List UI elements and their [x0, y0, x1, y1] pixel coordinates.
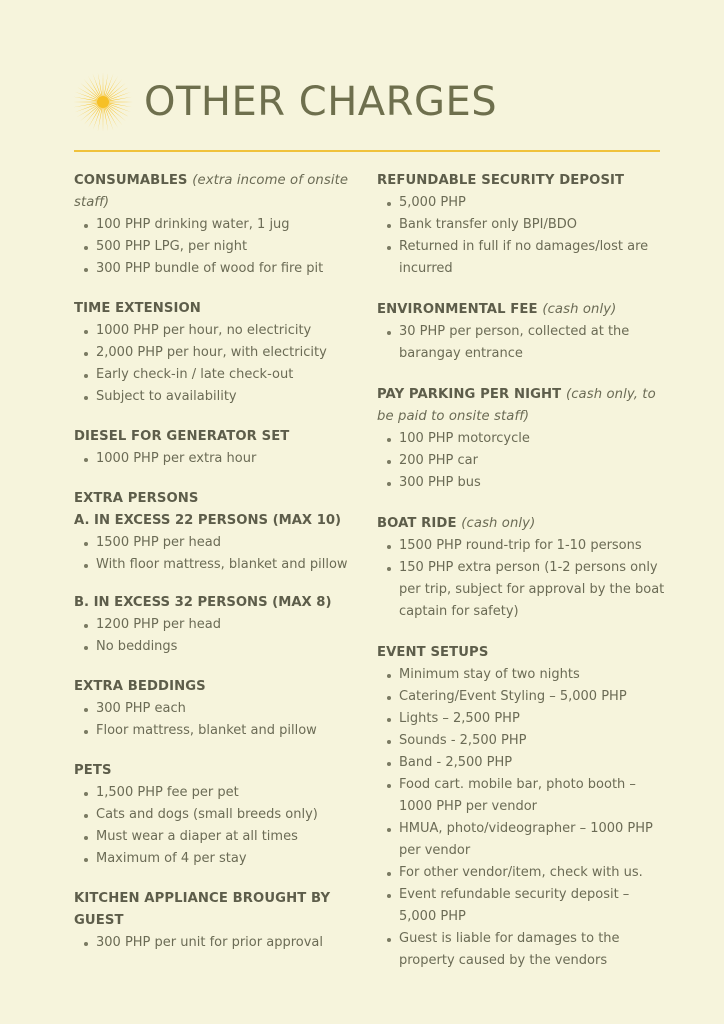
section-heading: ENVIRONMENTAL FEE (cash only)	[377, 302, 617, 317]
section-heading: REFUNDABLE SECURITY DEPOSIT	[377, 173, 625, 188]
bullet-list	[74, 698, 360, 742]
sun-ray	[103, 107, 104, 132]
bullet-list	[377, 664, 667, 972]
kitchen-section	[74, 888, 360, 954]
parking-section	[377, 384, 667, 494]
list-item: Sounds - 2,500 PHP	[377, 730, 667, 752]
bullet-list	[74, 214, 360, 280]
sun-icon	[72, 71, 134, 133]
list-item: Band - 2,500 PHP	[377, 752, 667, 774]
section-heading: DIESEL FOR GENERATOR SET	[74, 429, 290, 444]
heading-note: (cash only)	[542, 302, 617, 317]
list-item: 30 PHP per person, collected at the barangay entrance	[377, 321, 667, 365]
list-item: Food cart. mobile bar, photo booth – 1000 PHP per vendor	[377, 774, 667, 818]
bullet-list	[377, 535, 667, 623]
extra-persons-section	[74, 488, 360, 658]
bullet-list	[74, 320, 360, 408]
list-item: Bank transfer only BPI/BDO	[377, 214, 667, 236]
section-heading: EXTRA PERSONS	[74, 491, 199, 506]
section-heading: TIME EXTENSION	[74, 301, 201, 316]
list-item: With floor mattress, blanket and pillow	[74, 554, 360, 576]
list-item: 300 PHP bus	[377, 472, 667, 494]
list-item: 150 PHP extra person (1-2 persons only per trip, subject for approval by the boat captain for safety)	[377, 557, 667, 623]
list-item: 1000 PHP per hour, no electricity	[74, 320, 360, 342]
bullet-list	[74, 782, 360, 870]
diesel-section	[74, 426, 360, 470]
subheading: B. IN EXCESS 32 PERSONS (MAX 8)	[74, 595, 332, 610]
heading-note: (cash only)	[461, 516, 536, 531]
page-header	[72, 70, 497, 134]
consumables-section	[74, 170, 360, 280]
list-item: Maximum of 4 per stay	[74, 848, 360, 870]
list-item: 100 PHP drinking water, 1 jug	[74, 214, 360, 236]
section-heading: EXTRA BEDDINGS	[74, 679, 206, 694]
section-heading: PETS	[74, 763, 112, 778]
list-item: No beddings	[74, 636, 360, 658]
sun-ray	[103, 72, 104, 97]
sun-ray	[73, 102, 98, 103]
bullet-list	[377, 192, 667, 280]
list-item: 200 PHP car	[377, 450, 667, 472]
list-item: 1,500 PHP fee per pet	[74, 782, 360, 804]
section-heading: CONSUMABLES (extra income of onsite staff)	[74, 173, 349, 210]
subheading: A. IN EXCESS 22 PERSONS (MAX 10)	[74, 513, 342, 528]
pets-section	[74, 760, 360, 870]
list-item: Catering/Event Styling – 5,000 PHP	[377, 686, 667, 708]
list-item: Returned in full if no damages/lost are incurred	[377, 236, 667, 280]
boat-ride-section	[377, 513, 667, 623]
list-item: Subject to availability	[74, 386, 360, 408]
list-item: For other vendor/item, check with us.	[377, 862, 667, 884]
time-extension-section	[74, 298, 360, 408]
section-heading: PAY PARKING PER NIGHT (cash only, to be paid to onsite staff)	[377, 387, 656, 424]
list-item: Event refundable security deposit – 5,000 PHP	[377, 884, 667, 928]
heading-note: (cash only, to be paid to onsite staff)	[377, 387, 656, 424]
list-item: Cats and dogs (small breeds only)	[74, 804, 360, 826]
divider	[74, 150, 660, 152]
event-setups-section	[377, 642, 667, 972]
list-item: 300 PHP per unit for prior approval	[74, 932, 360, 954]
left-column	[74, 170, 360, 972]
sun-core	[97, 96, 109, 108]
list-item: 300 PHP each	[74, 698, 360, 720]
bullet-list	[74, 448, 360, 470]
environmental-fee-section	[377, 299, 667, 365]
bullet-list	[74, 932, 360, 954]
list-item: Floor mattress, blanket and pillow	[74, 720, 360, 742]
bullet-list	[377, 428, 667, 494]
list-item: 1000 PHP per extra hour	[74, 448, 360, 470]
section-heading: EVENT SETUPS	[377, 645, 489, 660]
list-item: 100 PHP motorcycle	[377, 428, 667, 450]
list-item: Minimum stay of two nights	[377, 664, 667, 686]
extra-beddings-section	[74, 676, 360, 742]
deposit-section	[377, 170, 667, 280]
list-item: 1500 PHP per head	[74, 532, 360, 554]
bullet-list	[377, 321, 667, 365]
page-title: OTHER CHARGES	[144, 79, 498, 125]
section-heading: BOAT RIDE (cash only)	[377, 516, 536, 531]
list-item: Guest is liable for damages to the property caused by the vendors	[377, 928, 667, 972]
heading-note: (extra income of onsite staff)	[74, 173, 349, 210]
list-item: HMUA, photo/videographer – 1000 PHP per vendor	[377, 818, 667, 862]
list-item: 500 PHP LPG, per night	[74, 236, 360, 258]
section-heading: KITCHEN APPLIANCE BROUGHT BY GUEST	[74, 891, 331, 928]
right-column	[377, 170, 667, 991]
list-item: Must wear a diaper at all times	[74, 826, 360, 848]
list-item: Lights – 2,500 PHP	[377, 708, 667, 730]
sun-ray	[108, 102, 133, 103]
list-item: 2,000 PHP per hour, with electricity	[74, 342, 360, 364]
list-item: 1200 PHP per head	[74, 614, 360, 636]
list-item: 300 PHP bundle of wood for fire pit	[74, 258, 360, 280]
list-item: 5,000 PHP	[377, 192, 667, 214]
bullet-list	[74, 614, 360, 658]
list-item: Early check-in / late check-out	[74, 364, 360, 386]
bullet-list	[74, 532, 360, 576]
list-item: 1500 PHP round-trip for 1-10 persons	[377, 535, 667, 557]
